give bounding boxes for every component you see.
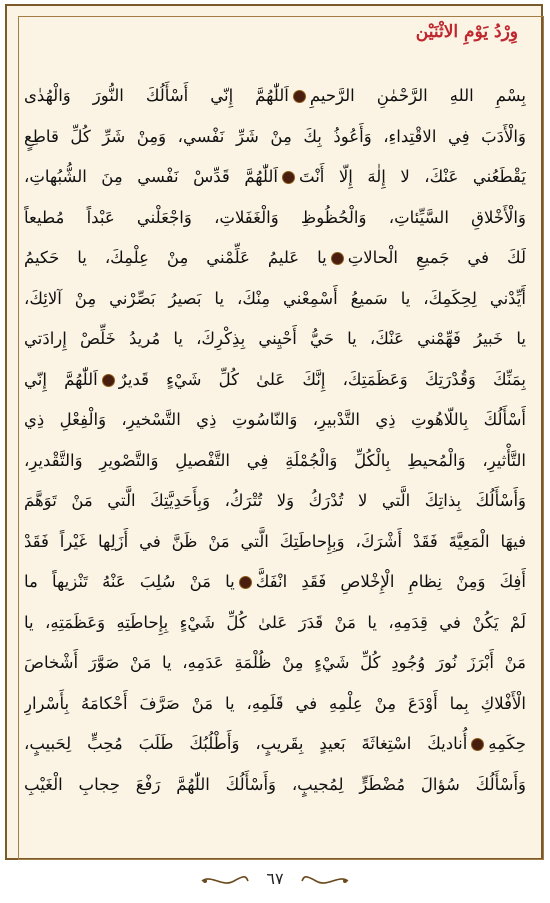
rosette-ornament-icon bbox=[102, 374, 115, 387]
page-footer bbox=[0, 866, 550, 896]
rosette-ornament-icon bbox=[282, 171, 295, 184]
text-line: فيهَا الْمَعِيَّةَ فَقَدْ أَشْرَكَ، وَبِإِحاطَتِكَ الَّتي مَنْ ظَنَّ في أَزَلِها غَيْراً فَقَدْ bbox=[24, 531, 526, 551]
text-line: بِسْمِ اللهِ الرَّحْمٰنِ الرَّحيمِاَللّٰهُمَّ إِنّي أَسْأَلُكَ النُّورَ وَالْهُدٰى bbox=[24, 86, 526, 105]
right-flourish-icon bbox=[300, 874, 350, 888]
left-flourish-icon bbox=[200, 874, 250, 888]
text-line: مَنْ أَبْرَزَ نُورَ وُجُودِ كُلِّ شَيْءٍ مِنْ ظُلْمَةِ عَدَمِهِ، يا مَنْ صَوَّرَ أَشْخاصَ bbox=[24, 653, 526, 672]
text-line: لَمْ يَكُنْ في قِدَمِهِ، يا مَنْ قَدَرَ عَلىٰ كُلِّ شَيْءٍ بِإِحاطَتِهِ وَعَظَمَتِهِ، يا bbox=[24, 612, 526, 632]
text-line: وَالْأَخْلاقِ السَّيِّئاتِ، وَالْحُظُوظِ وَالْغَفَلاتِ، وَاجْعَلْني عَبْداً مُطيعاً bbox=[24, 207, 526, 227]
text-line: وَأَسْأَلُكَ سُؤالَ مُضْطَرٍّ لِمُجيبٍ، وَأَسْأَلُكَ اللّٰهُمَّ رَفْعَ حِجابِ الْغَيْبِ bbox=[24, 774, 526, 794]
rosette-ornament-icon bbox=[239, 576, 252, 589]
text-line: حِكَمِهِأُناديكَ اسْتِغاثَةَ بَعيدٍ بِقَريبٍ، وَأَطْلُبُكَ طَلَبَ مُحِبٍّ لِحَبيبٍ، bbox=[24, 734, 526, 753]
text-line: وَأَسْأَلُكَ بِذاتِكَ الَّتي لا تُدْرَكُ وَلا تُتْرَكُ، وَبِأَحَدِيَّتِكَ الَّتي مَنْ تَوَهَّمَ bbox=[24, 491, 526, 510]
text-line: أَسْأَلُكَ بِاللّاهُوتِ ذِي التَّدْبيرِ، وَالنّاسُوتِ ذِي التَّسْخيرِ، وَالْفِعْلِ ذِي bbox=[24, 410, 526, 429]
text-line: أَيِّدْني لِحِكَمِكَ، يا سَميعُ أَسْمِعْني مِنْكَ، يا بَصيرُ بَصِّرْني مِنْ آلائِكَ، bbox=[24, 288, 526, 308]
text-line: بِمَنِّكَ وَقُدْرَتِكَ وَعَظَمَتِكَ، إِنَّكَ عَلىٰ كُلِّ شَيْءٍ قَديرٌاَللّٰهُمَّ إِنّي bbox=[24, 369, 526, 389]
text-line: التَّأْثيرِ، وَالْمُحيطِ بِالْكُلِّ وَالْجُمْلَةِ فِي التَّفْصيلِ وَالتَّصْويرِ وَالتَّقْديرِ، bbox=[24, 450, 526, 470]
text-line: وَالْأَدَبَ فِي الاقْتِداءِ، وَأَعُوذُ بِكَ مِنْ شَرِّ نَفْسي، وَمِنْ شَرِّ كُلِّ قاطِعٍ bbox=[24, 126, 526, 146]
text-line: لَكَ في جَميعِ الْحالاتِيا عَليمُ عَلِّمْني مِنْ عِلْمِكَ، يا حَكيمُ bbox=[24, 248, 526, 267]
section-heading: وِرْدُ يَوْمِ الاثْنَيْن bbox=[415, 22, 518, 42]
text-line: أَفِكَ وَمِنْ نِظامِ الْإِخْلاصِ فَقَدِ انْفَكَّيا مَنْ سُلِبَ عَنْهُ تَنْزيهاً ما bbox=[24, 572, 526, 591]
prayer-text bbox=[24, 76, 526, 805]
text-line: الْأَفْلاكِ بِما أَوْدَعَ مِنْ عِلْمِهِ في قَلَمِهِ، يا مَنْ صَرَّفَ أَحْكامَهُ بِأَسْرارِ bbox=[24, 693, 526, 713]
page-number: ٦٧ bbox=[266, 869, 284, 888]
rosette-ornament-icon bbox=[471, 738, 484, 751]
rosette-ornament-icon bbox=[331, 252, 344, 265]
text-line: يا خَبيرُ فَهِّمْني عَنْكَ، يا حَيُّ أَحْيِني بِذِكْرِكَ، يا مُريدُ خَلِّصْ إِرادَتي bbox=[24, 329, 526, 348]
rosette-ornament-icon bbox=[293, 90, 306, 103]
text-line: يَقْطَعُني عَنْكَ، لا إِلٰهَ إِلّا أَنْتَاَللّٰهُمَّ قَدِّسْ نَفْسي مِنَ الشُّبُهاتِ، bbox=[24, 167, 526, 186]
